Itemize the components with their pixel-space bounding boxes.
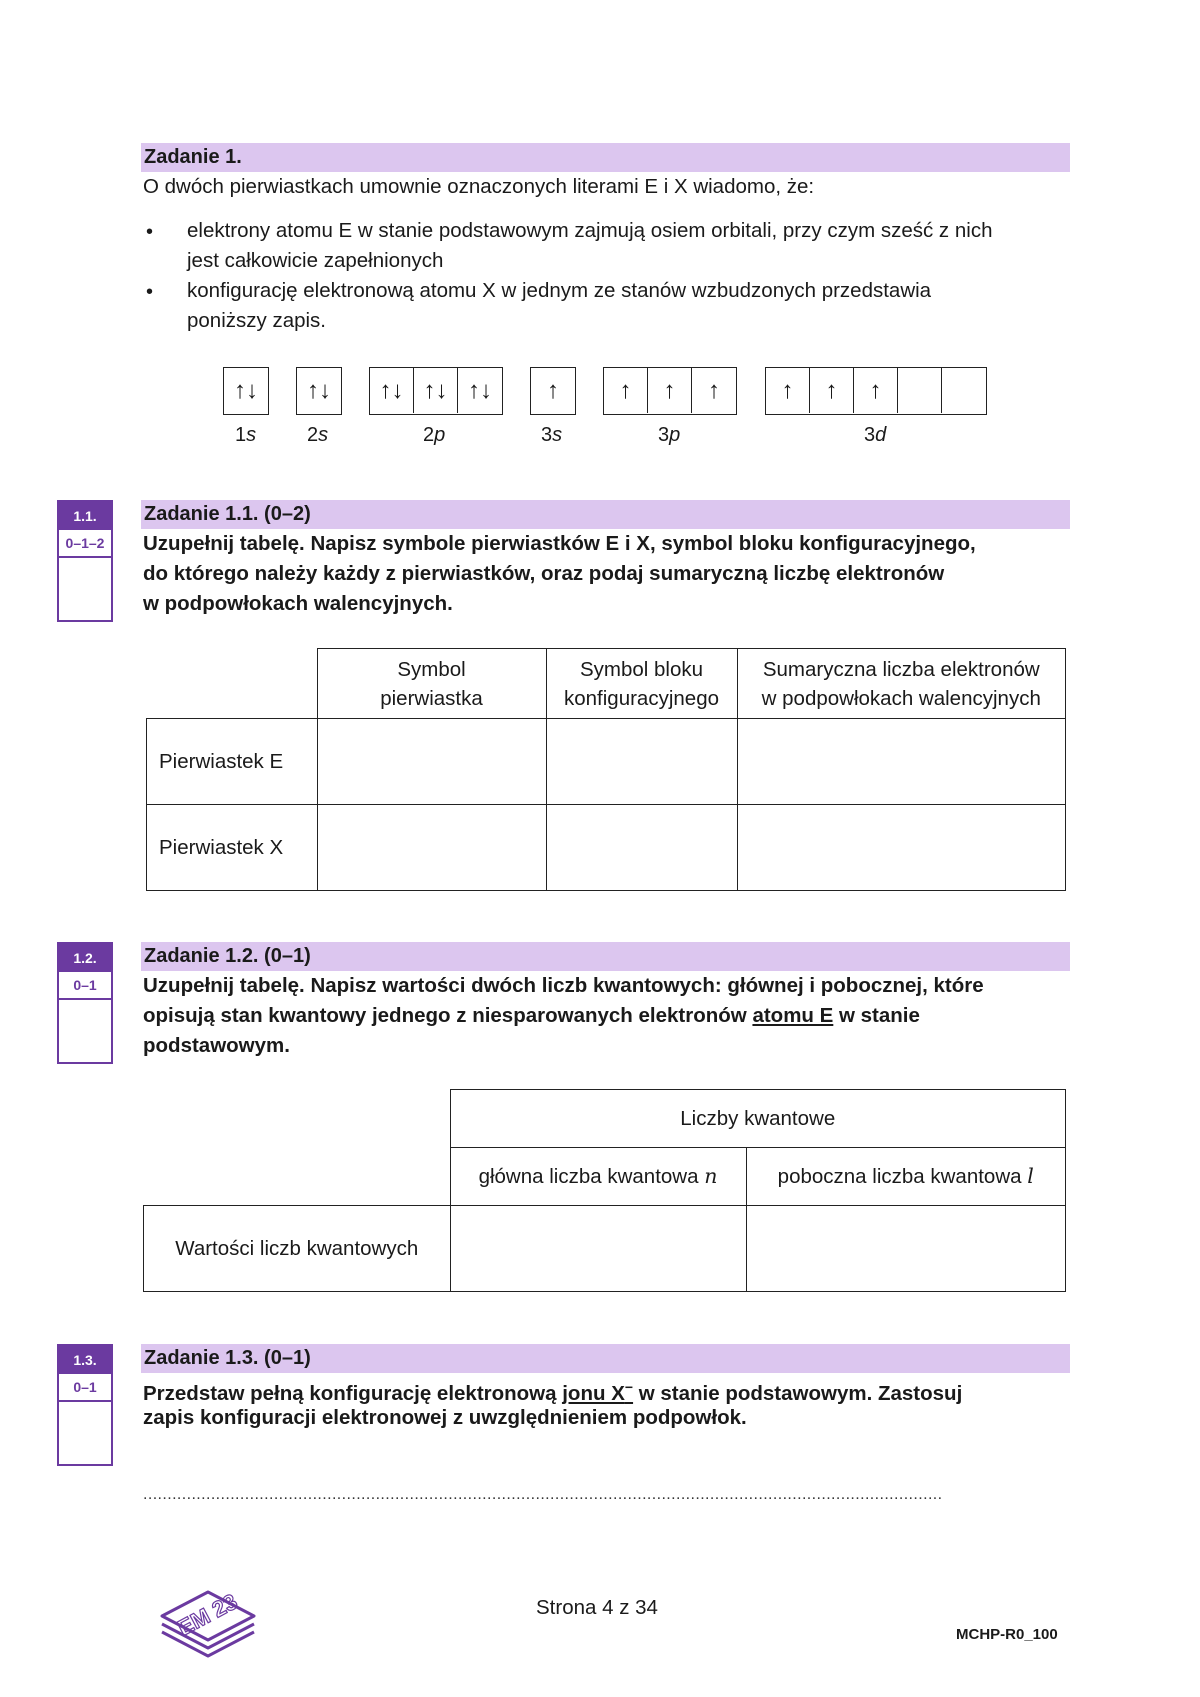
score-box-1-2 [57,942,113,1064]
orbital-box: ↑↓ [468,377,492,404]
task-1-3-heading: Zadanie 1.3. (0–1) [141,1344,1070,1373]
orbital-box: ↑↓ [370,368,414,413]
task-1-1-heading: Zadanie 1.1. (0–2) [141,500,1070,529]
orbital-box: ↑↓ [234,377,258,404]
table-row [147,805,1066,891]
orbital-box: ↑ [854,368,898,413]
score-range: 0–1 [59,972,111,1000]
answer-line[interactable]: ..................................................................................................................................................................... [143,1486,943,1503]
bullet-marker: • [146,221,154,243]
orbital-box: ↑ [708,377,720,404]
orbital-label-3p: 3p [658,424,681,446]
orbital-3s [530,367,576,415]
task-1-2-instruction-line2: opisują stan kwantowy jednego z niesparowanych elektronów atomu E w stanie [143,1004,920,1027]
orbital-label-3s: 3s [541,424,563,446]
header-symbol-bloku: Symbol bloku konfiguracyjnego [546,649,737,719]
orbital-label-2s: 2s [307,424,329,446]
task-1-3-instruction-line1: Przedstaw pełną konfigurację elektronową jonu X− w stanie podstawowym. Zastosuj [143,1379,963,1405]
header-liczba-elektronow: Sumaryczna liczba elektronów w podpowłokach walencyjnych [737,649,1066,719]
bullet-2-line1: konfigurację elektronową atomu X w jednym ze stanów wzbudzonych przedstawia [187,279,932,302]
orbital-box: ↑ [766,368,810,413]
orbital-box: ↑ [648,368,692,413]
bullet-1-line1: elektrony atomu E w stanie podstawowym zajmują osiem orbitali, przy czym sześć z nich [187,219,993,242]
page-number: Strona 4 z 34 [536,1596,658,1619]
score-input-box[interactable] [59,1402,111,1464]
score-box-1-1 [57,500,113,622]
orbital-2p [369,367,503,415]
orbital-box: ↑ [547,377,559,404]
score-input-box[interactable] [59,1000,111,1062]
header-poboczna-liczba: poboczna liczba kwantowa l [746,1148,1066,1206]
score-input-box[interactable] [59,558,111,620]
row-label-e: Pierwiastek E [147,719,318,805]
task-1-1-instruction-line2: do którego należy każdy z pierwiastków, oraz podaj sumaryczną liczbę elektronów [143,562,945,585]
header-liczby-kwantowe: Liczby kwantowe [450,1090,1066,1148]
score-number: 1.1. [59,502,111,530]
orbital-box: ↑↓ [414,368,458,413]
task-1-heading: Zadanie 1. [141,143,1070,172]
orbital-box: ↑ [810,368,854,413]
bullet-marker: • [146,281,154,303]
answer-cell[interactable] [317,805,546,891]
score-number: 1.2. [59,944,111,972]
orbital-3d [765,367,987,415]
task-1-2-instruction-line3: podstawowym. [143,1034,290,1057]
answer-cell[interactable] [546,805,737,891]
answer-cell[interactable] [737,805,1066,891]
empty-corner-cell [147,649,318,719]
header-symbol-pierwiastka: Symbol pierwiastka [317,649,546,719]
quantum-numbers-table [143,1089,1066,1292]
empty-corner-cell [144,1090,451,1206]
table-row [147,719,1066,805]
task-1-2-instruction-line1: Uzupełnij tabelę. Napisz wartości dwóch liczb kwantowych: głównej i pobocznej, które [143,974,984,997]
score-range: 0–1–2 [59,530,111,558]
answer-cell[interactable] [450,1206,746,1292]
bullet-2-line2: poniższy zapis. [187,309,327,332]
score-number: 1.3. [59,1346,111,1374]
answer-cell[interactable] [317,719,546,805]
bullet-1-line2: jest całkowicie zapełnionych [187,249,444,272]
answer-cell[interactable] [746,1206,1066,1292]
table-row [144,1206,1066,1292]
orbital-label-2p: 2p [423,424,446,446]
answer-cell[interactable] [737,719,1066,805]
orbital-1s [223,367,269,415]
orbital-box [898,368,942,413]
svg-text:EM 23: EM 23 [173,1588,242,1641]
orbital-box [942,368,986,413]
orbital-box: ↑↓ [307,377,331,404]
score-range: 0–1 [59,1374,111,1402]
em-logo [158,1586,258,1658]
task-1-1-instruction-line3: w podpowłokach walencyjnych. [143,592,453,615]
score-box-1-3 [57,1344,113,1466]
header-glowna-liczba: główna liczba kwantowa n [450,1148,746,1206]
task-1-1-instruction-line1: Uzupełnij tabelę. Napisz symbole pierwiastków E i X, symbol bloku konfiguracyjnego, [143,532,976,555]
task-1-3-instruction-line2: zapis konfiguracji elektronowej z uwzględnieniem podpowłok. [143,1406,747,1429]
orbital-label-1s: 1s [235,424,257,446]
orbital-3p [603,367,737,415]
task-1-2-heading: Zadanie 1.2. (0–1) [141,942,1070,971]
task-1-intro: O dwóch pierwiastkach umownie oznaczonych literami E i X wiadomo, że: [143,175,815,198]
orbital-label-3d: 3d [864,424,887,446]
orbital-2s [296,367,342,415]
answer-cell[interactable] [546,719,737,805]
elements-table [146,648,1066,891]
exam-code: MCHP-R0_100 [956,1626,1058,1643]
row-label-wartosci: Wartości liczb kwantowych [144,1206,451,1292]
row-label-x: Pierwiastek X [147,805,318,891]
orbital-box: ↑ [604,368,648,413]
